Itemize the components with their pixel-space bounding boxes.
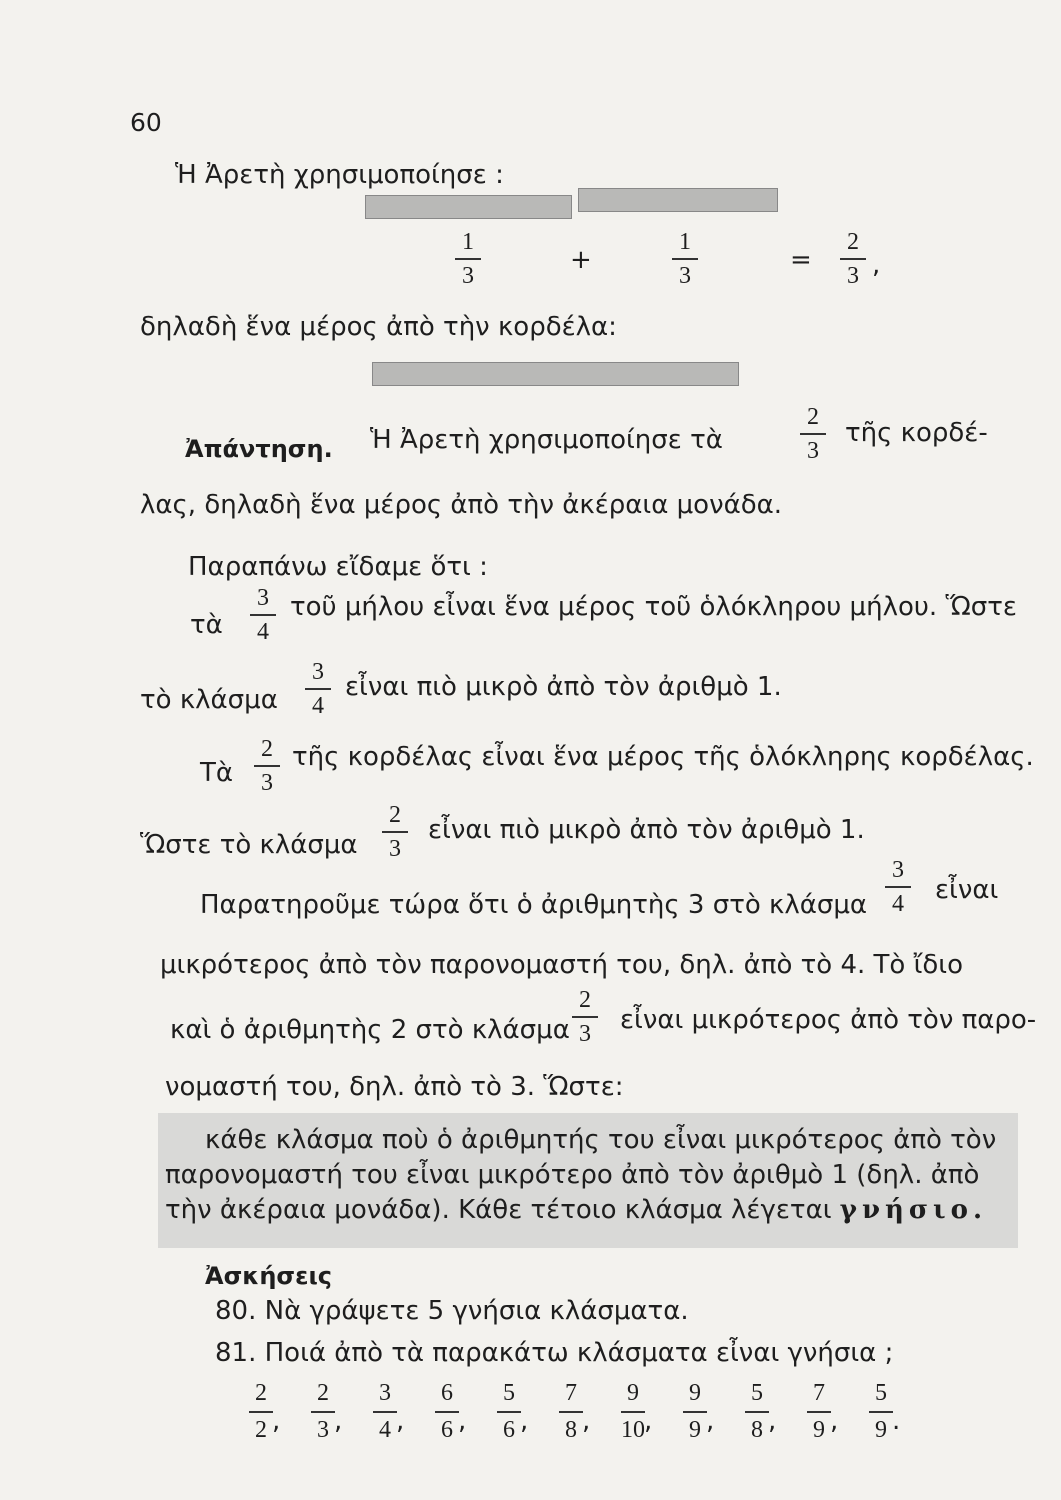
p8-text: νομαστή του, δηλ. ἀπὸ τὸ 3. Ὥστε: bbox=[165, 1072, 624, 1102]
fraction-item: 2 2 , bbox=[230, 1380, 292, 1444]
p2-fraction: 3 4 bbox=[305, 660, 331, 718]
answer-text-end: τῆς κορδέ- bbox=[845, 418, 988, 448]
p4-text: εἶναι πιὸ μικρὸ ἀπὸ τὸν ἀριθμὸ 1. bbox=[428, 815, 865, 845]
fraction-item: 5 8 , bbox=[726, 1380, 788, 1444]
page-number: 60 bbox=[130, 108, 162, 137]
fraction-item: 5 6 , bbox=[478, 1380, 540, 1444]
exercise-81: 81. Ποιά ἀπὸ τὰ παρακάτω κλάσματα εἶναι γνήσια ; bbox=[215, 1338, 894, 1368]
answer-fraction: 2 3 bbox=[800, 405, 826, 463]
ribbon-two-thirds bbox=[372, 362, 739, 386]
sum-fraction-b: 1 3 bbox=[672, 230, 698, 288]
intro-line: Ἡ Ἀρετὴ χρησιμοποίησε : bbox=[175, 160, 504, 190]
p3-pre: Τὰ bbox=[200, 758, 234, 788]
fraction-item: 3 4 , bbox=[354, 1380, 416, 1444]
rule-line-3: τὴν ἀκέραια μονάδα). Κάθε τέτοιο κλάσμα λέγεται γνήσιο. bbox=[165, 1195, 988, 1225]
p6-text: μικρότερος ἀπὸ τὸν παρονομαστή του, δηλ. ἀπὸ τὸ 4. Τὸ ἴδιο bbox=[160, 950, 963, 980]
sum-comma: , bbox=[872, 250, 881, 280]
p5-post: εἶναι bbox=[935, 875, 999, 905]
exercise-80: 80. Νὰ γράψετε 5 γνήσια κλάσματα. bbox=[215, 1296, 689, 1326]
p3-fraction: 2 3 bbox=[254, 737, 280, 795]
p7-fraction: 2 3 bbox=[572, 988, 598, 1046]
exercises-heading: Ἀσκήσεις bbox=[205, 1262, 333, 1290]
plus-sign: + bbox=[570, 245, 592, 275]
p1-fraction: 3 4 bbox=[250, 586, 276, 644]
sum-fraction-result: 2 3 bbox=[840, 230, 866, 288]
p5-text: Παρατηροῦμε τώρα ὅτι ὁ ἀριθμητὴς 3 στὸ κλάσμα bbox=[200, 890, 868, 920]
fraction-item: 9 10 , bbox=[621, 1380, 653, 1443]
answer-text: Ἡ Ἀρετὴ χρησιμοποίησε τὰ bbox=[370, 425, 723, 455]
p5-fraction: 3 4 bbox=[885, 858, 911, 916]
p2-pre: τὸ κλάσμα bbox=[140, 685, 278, 715]
equals-sign: = bbox=[790, 245, 812, 275]
fraction-list bbox=[230, 1380, 912, 1444]
above-line: Παραπάνω εἴδαμε ὅτι : bbox=[188, 552, 488, 582]
p7-text: καὶ ὁ ἀριθμητὴς 2 στὸ κλάσμα bbox=[170, 1015, 570, 1045]
p1-pre: τὰ bbox=[190, 610, 223, 640]
line-part: δηλαδὴ ἕνα μέρος ἀπὸ τὴν κορδέλα: bbox=[140, 312, 617, 342]
ribbon-third-1 bbox=[365, 195, 572, 219]
sum-fraction-a: 1 3 bbox=[455, 230, 481, 288]
fraction-item: 7 9 , bbox=[788, 1380, 850, 1444]
rule-line-2: παρονομαστή του εἶναι μικρότερο ἀπὸ τὸν ἀριθμὸ 1 (δηλ. ἀπὸ bbox=[165, 1160, 980, 1190]
p3-text: τῆς κορδέλας εἶναι ἕνα μέρος τῆς ὁλόκληρης κορδέλας. bbox=[292, 742, 1034, 772]
p2-text: εἶναι πιὸ μικρὸ ἀπὸ τὸν ἀριθμὸ 1. bbox=[345, 672, 782, 702]
answer-continuation: λας, δηλαδὴ ἕνα μέρος ἀπὸ τὴν ἀκέραια μονάδα. bbox=[140, 490, 783, 520]
fraction-item: 9 9 , bbox=[664, 1380, 726, 1444]
fraction-item: 2 3 , bbox=[292, 1380, 354, 1444]
p7-post: εἶναι μικρότερος ἀπὸ τὸν παρο- bbox=[620, 1005, 1037, 1035]
fraction-item: 6 6 , bbox=[416, 1380, 478, 1444]
rule-line-1: κάθε κλάσμα ποὺ ὁ ἀριθμητής του εἶναι μικρότερος ἀπὸ τὸν bbox=[205, 1125, 997, 1155]
p4-pre: Ὥστε τὸ κλάσμα bbox=[140, 830, 358, 860]
p1-text: τοῦ μήλου εἶναι ἕνα μέρος τοῦ ὁλόκληρου μήλου. Ὥστε bbox=[290, 592, 1017, 622]
answer-label: Ἀπάντηση. bbox=[185, 435, 333, 463]
p4-fraction: 2 3 bbox=[382, 803, 408, 861]
fraction-item: 7 8 , bbox=[540, 1380, 602, 1444]
fraction-item: 5 9 . bbox=[850, 1380, 912, 1444]
ribbon-third-2 bbox=[578, 188, 778, 212]
